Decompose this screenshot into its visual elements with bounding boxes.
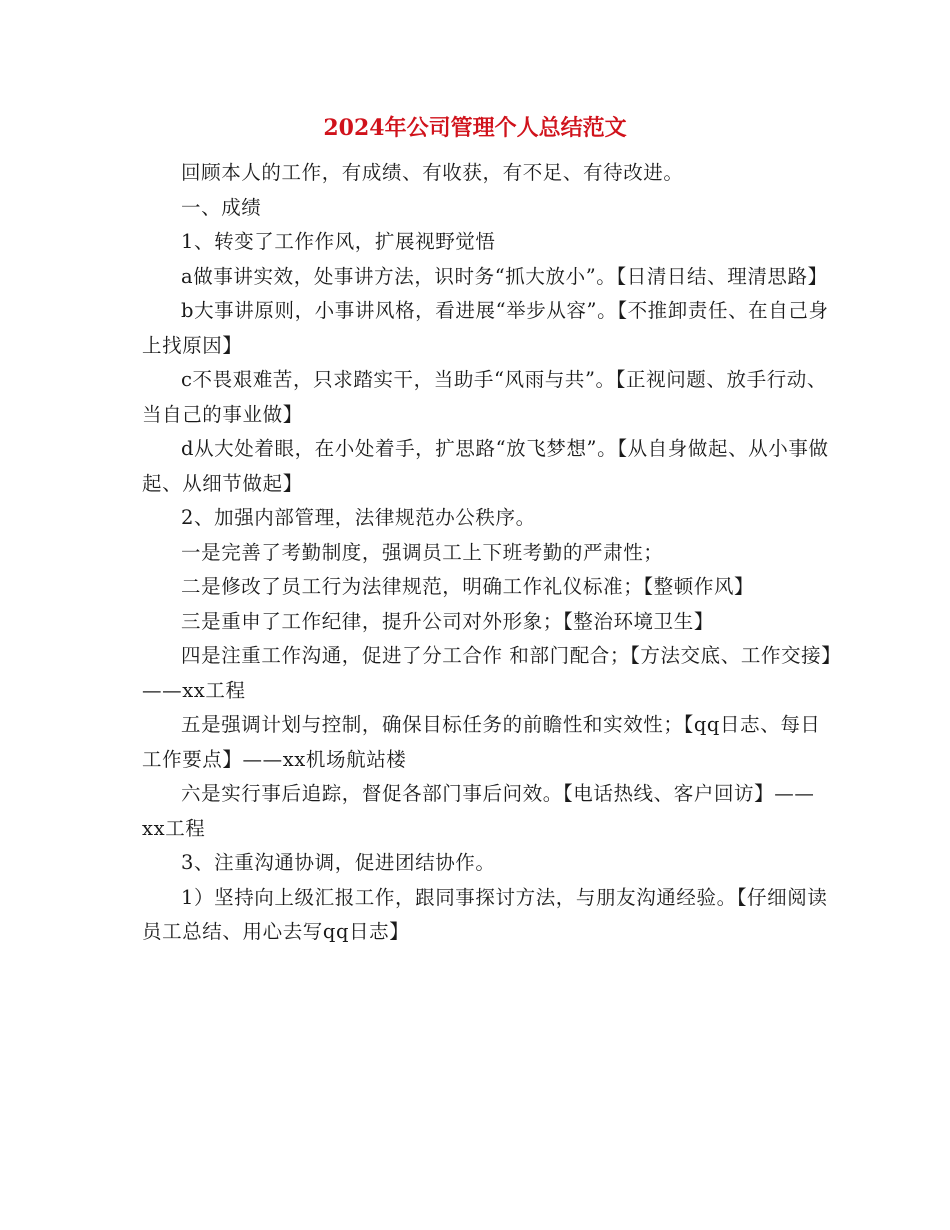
subheading-internal-management: 2、加强内部管理，法律规范办公秩序。 <box>181 506 536 529</box>
subheading-work-style: 1、转变了工作作风，扩展视野觉悟 <box>181 230 496 253</box>
paragraph-point-6: 六是实行事后追踪，督促各部门事后问效。【电话热线、客户回访】——xx工程 <box>142 782 815 840</box>
paragraph-point-1: 一是完善了考勤制度，强调员工上下班考勤的严肃性； <box>181 540 664 564</box>
document-title: 2024年公司管理个人总结范文 <box>323 115 627 141</box>
paragraph-point-4: 四是注重工作沟通，促进了分工合作 和部门配合；【方法交底、工作交接】——xx工程 <box>142 644 832 702</box>
paragraph-point-2: 二是修改了员工行为法律规范，明确工作礼仪标准；【整顿作风】 <box>181 575 755 598</box>
paragraph-item-d: d从大处着眼，在小处着手，扩思路“放飞梦想”。【从自身做起、从小事做起、从细节做起】 <box>142 437 829 495</box>
paragraph-item-c: c不畏艰难苦，只求踏实干，当助手“风雨与共”。【正视问题、放手行动、当自己的事业做】 <box>142 368 828 426</box>
subheading-communication: 3、注重沟通协调，促进团结协作。 <box>181 851 496 874</box>
paragraph-item-a: a做事讲实效，处事讲方法，识时务“抓大放小”。【日清日结、理清思路】 <box>181 264 828 288</box>
paragraph-point-3: 三是重申了工作纪律，提升公司对外形象；【整治环境卫生】 <box>181 609 714 633</box>
paragraph-communication-1: 1）坚持向上级汇报工作，跟同事探讨方法，与朋友沟通经验。【仔细阅读员工总结、用心去写qq日志】 <box>142 885 828 943</box>
document-body <box>142 156 832 950</box>
paragraph-point-5: 五是强调计划与控制，确保目标任务的前瞻性和实效性；【qq日志、每日工作要点】——xx机场航站楼 <box>142 713 821 771</box>
heading-achievements: 一、成绩 <box>181 195 262 219</box>
paragraph-intro: 回顾本人的工作，有成绩、有收获，有不足、有待改进。 <box>181 161 684 184</box>
paragraph-item-b: b大事讲原则，小事讲风格，看进展“举步从容”。【不推卸责任、在自己身上找原因】 <box>142 299 829 357</box>
